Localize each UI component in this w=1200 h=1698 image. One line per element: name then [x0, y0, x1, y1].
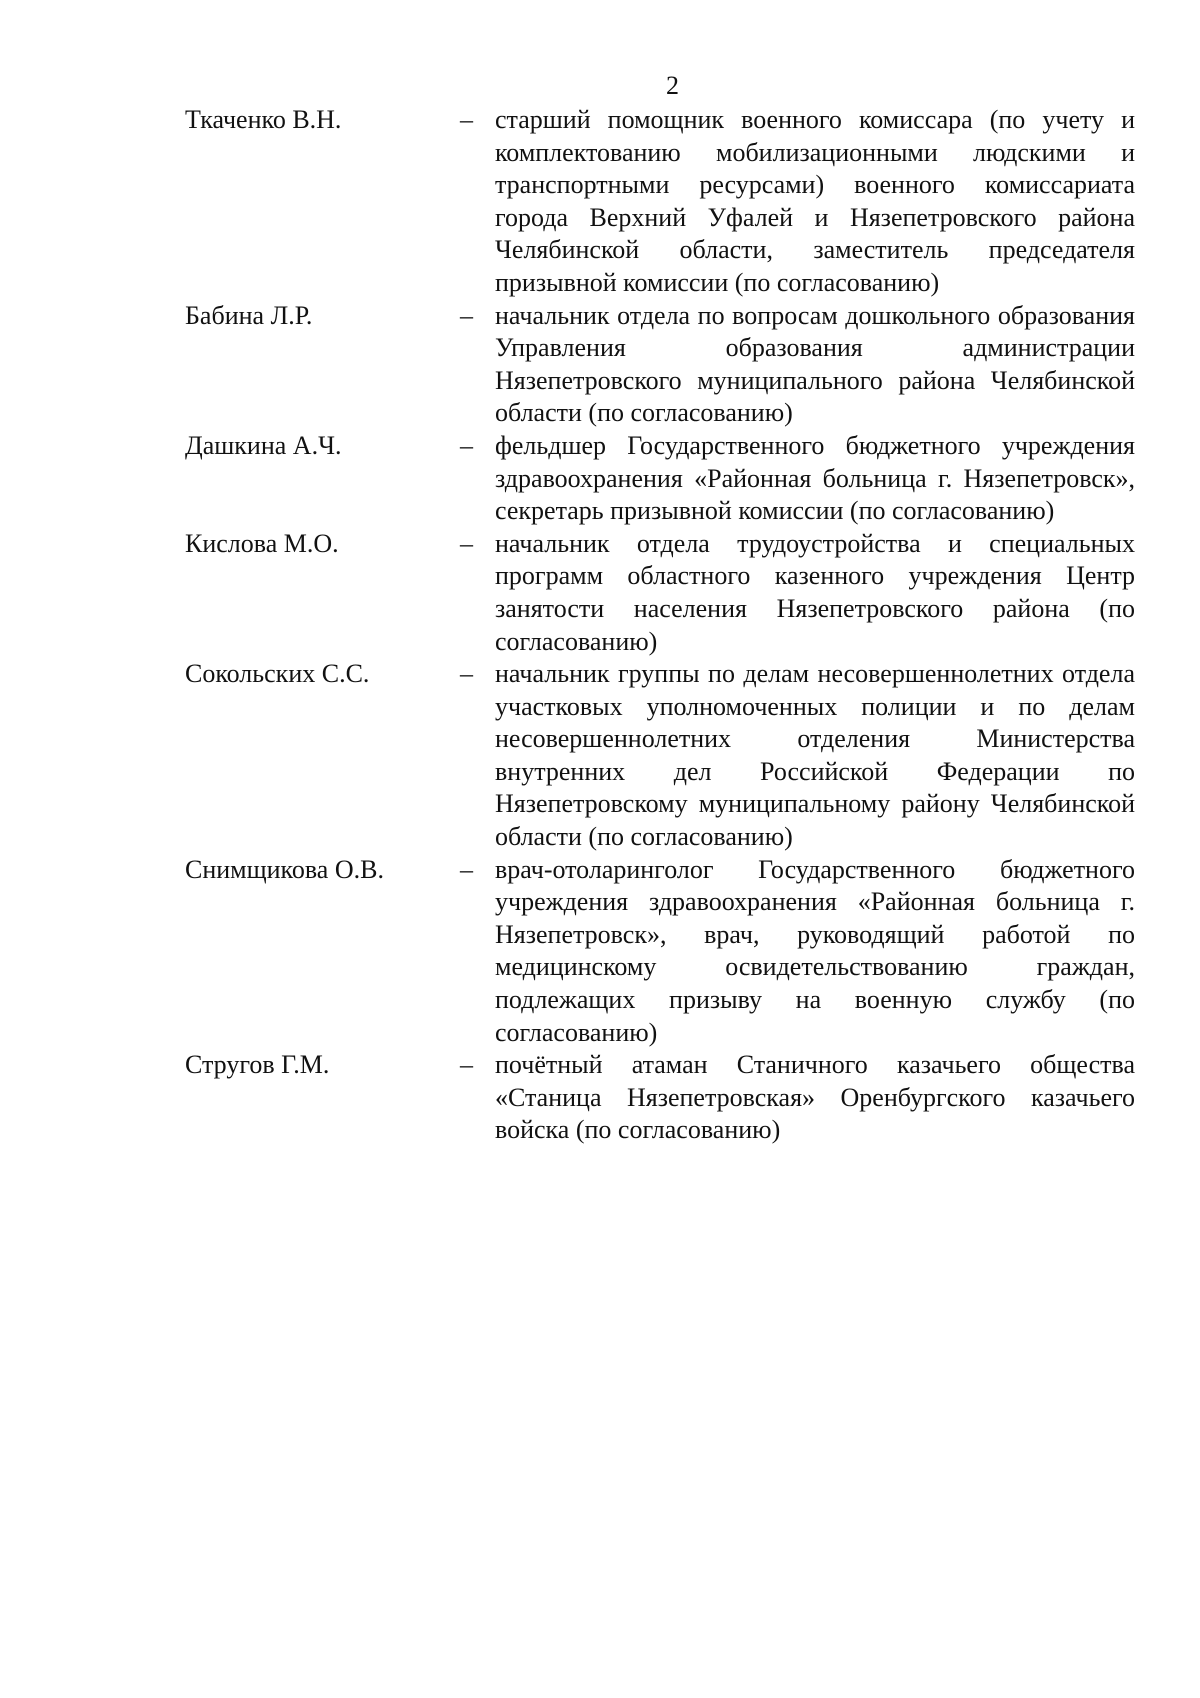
member-name: Снимщикова О.В. [185, 854, 384, 884]
member-entry [185, 854, 1135, 1050]
commission-member-list [185, 104, 1135, 1147]
dash-separator: – [460, 105, 473, 134]
member-position: начальник отдела по вопросам дошкольного образования Управления образования администрации Нязепетровского муниципального района Челябинской области (по согласованию) [495, 300, 1135, 428]
member-entry [185, 658, 1135, 854]
member-entry [185, 104, 1135, 300]
member-position: врач-отоларинголог Государственного бюджетного учреждения здравоохранения «Районная больница г. Нязепетровск», врач, руководящий работой по медицинскому освидетельствованию граждан, подлежащих призыву на военную службу (по согласованию) [495, 854, 1135, 1047]
member-position: начальник отдела трудоустройства и специальных программ областного казенного учреждения Центр занятости населения Нязепетровского района (по согласованию) [495, 528, 1135, 656]
member-entry [185, 300, 1135, 430]
member-position: начальник группы по делам несовершеннолетних отдела участковых уполномоченных полиции и по делам несовершеннолетних отделения Министерства внутренних дел Российской Федерации по Нязепетровскому муниципальному району Челябинской области (по согласованию) [495, 659, 1135, 852]
member-name: Бабина Л.Р. [185, 300, 313, 330]
member-name: Кислова М.О. [185, 528, 339, 558]
dash-separator: – [460, 1050, 473, 1080]
dash-separator: – [460, 659, 473, 689]
member-position: старший помощник военного комиссара (по учету и комплектованию мобилизационными людскими и транспортными ресурсами) военного комиссариата города Верхний Уфалей и Нязепетровского района Челябинской области, заместитель председателя призывной комиссии (по согласованию) [495, 105, 1135, 297]
member-name: Сокольских С.С. [185, 659, 370, 689]
dash-separator: – [460, 300, 473, 330]
dash-separator: – [460, 528, 473, 558]
page-number: 2 [666, 71, 679, 100]
member-name: Стругов Г.М. [185, 1050, 330, 1080]
member-entry [185, 1049, 1135, 1147]
member-position: фельдшер Государственного бюджетного учреждения здравоохранения «Районная больница г. Нязепетровск», секретарь призывной комиссии (по согласованию) [495, 430, 1135, 526]
member-name: Дашкина А.Ч. [185, 430, 342, 460]
member-entry [185, 528, 1135, 658]
member-entry [185, 430, 1135, 528]
dash-separator: – [460, 854, 473, 884]
member-position: почётный атаман Станичного казачьего общества «Станица Нязепетровская» Оренбургского казачьего войска (по согласованию) [495, 1050, 1135, 1145]
member-name: Ткаченко В.Н. [185, 105, 342, 134]
dash-separator: – [460, 430, 473, 460]
